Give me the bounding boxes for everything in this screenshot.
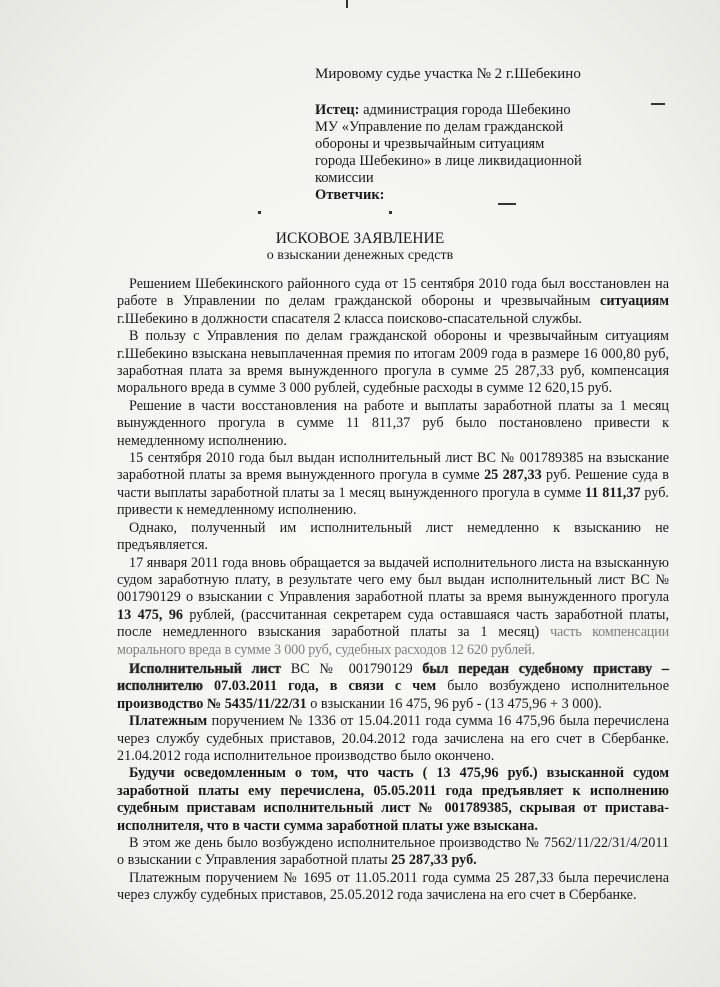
- addressee-line: Мировому судье участка № 2 г.Шебекино: [315, 66, 581, 82]
- plaintiff-line-2: МУ «Управление по делам гражданской: [315, 119, 564, 135]
- plaintiff-line-5: комиссии: [315, 170, 374, 186]
- plaintiff-line: Истец: администрация города Шебекино: [315, 102, 571, 118]
- plaintiff-line-3: обороны и чрезвычайным ситуациям: [315, 136, 545, 152]
- paragraph-9: Будучи осведомленным о том, что часть ( 13 475,96 руб.) взысканной судом заработной платы ему перечислена, 05.05.2011 года предъявляет к исполнению судебным приставам исполнительный лист № 001789385, скрывая от пристава-исполнителя, что в части сумма заработной платы уже взыскана.: [117, 765, 669, 834]
- scan-artifact: [498, 203, 516, 205]
- document-body: [117, 276, 669, 905]
- plaintiff-line-4: города Шебекино» в лице ликвидационной: [315, 153, 582, 169]
- document-subtitle: о взыскании денежных средств: [266, 248, 454, 263]
- paragraph-6: 17 января 2011 года вновь обращается за выдачей исполнительного листа на взысканную судом заработную плату, в результате чего ему был выдан исполнительный лист ВС № 001790129 о взыскании с Управления заработной платы за время вынужденного прогула 13 475, 96 рублей, (рассчитанная секретарем суда оставшаяся часть заработной платы, после немедленного взыскания заработной платы за 1 месяц) часть компенсации морального вреда в сумме 3 000 руб, судебных расходов 12 620 рублей.: [117, 554, 669, 658]
- scan-artifact: [389, 211, 392, 214]
- paragraph-11: Платежным поручением № 1695 от 11.05.2011 года сумма 25 287,33 была перечислена через службу судебных приставов, 25.05.2012 года зачислена на его счет в Сбербанке.: [117, 869, 669, 904]
- paragraph-1: Решением Шебекинского районного суда от 15 сентября 2010 года был восстановлен на работе в Управлении по делам гражданской обороны и чрезвычайным ситуациям г.Шебекино в должности спасателя 2 класса поисково-спасательной службы.: [117, 276, 669, 327]
- paragraph-8: Платежным поручением № 1336 от 15.04.2011 года сумма 16 475,96 была перечислена через службу судебных приставов, 20.04.2012 года зачислена на его счет в Сбербанке. 21.04.2012 года исполнительное производство было окончено.: [117, 713, 669, 764]
- paragraph-7: Исполнительный лист ВС № 001790129 был передан судебному приставу – исполнителю 07.03.2011 года, в связи с чем было возбуждено исполнительное производство № 5435/11/22/31 о взыскании 16 475, 96 руб - (13 475,96 + 3 000).: [117, 660, 669, 712]
- scan-artifact: [258, 211, 261, 214]
- scan-artifact: [346, 0, 348, 8]
- parties-block: [315, 102, 615, 204]
- scan-artifact: [651, 103, 665, 105]
- document-title: ИСКОВОЕ ЗАЯВЛЕНИЕ: [275, 230, 445, 247]
- paragraph-10: В этом же день было возбуждено исполнительное производство № 7562/11/22/31/4/2011 о взыскании с Управления заработной платы 25 287,33 руб.: [117, 835, 669, 869]
- paragraph-2: В пользу с Управления по делам гражданской обороны и чрезвычайным ситуациям г.Шебекино взыскана невыплаченная премия по итогам 2009 года в размере 16 000,80 руб, заработная плата за время вынужденного прогула в сумме 25 287,33 руб, компенсация морального вреда в сумме 3 000 рублей, судебные расходы в сумме 12 620,15 руб.: [117, 328, 669, 397]
- defendant-label: Ответчик:: [315, 187, 385, 203]
- paragraph-4: 15 сентября 2010 года был выдан исполнительный лист ВС № 001789385 на взыскание заработной платы за время вынужденного прогула в сумме 25 287,33 руб. Решение суда в части выплаты заработной платы за 1 месяц вынужденного прогула в сумме 11 811,37 руб. привести к немедленному исполнению.: [117, 450, 670, 519]
- paragraph-3: Решение в части восстановления на работе и выплаты заработной платы за 1 месяц вынужденного прогула в сумме 11 811,37 руб было постановлено привести к немедленному исполнению.: [117, 397, 669, 449]
- paragraph-5: Однако, полученный им исполнительный лист немедленно к взысканию не предъявляется.: [117, 519, 669, 554]
